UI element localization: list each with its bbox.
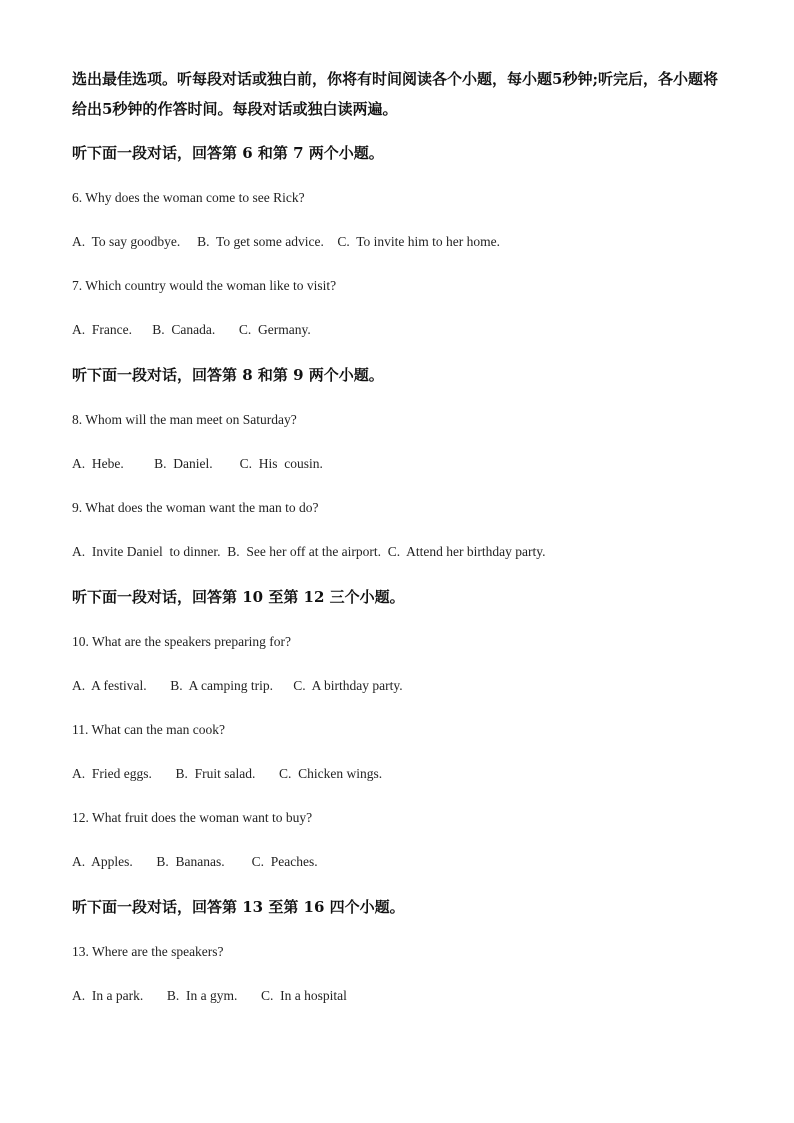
question-stem: 13. Where are the speakers? <box>72 944 224 959</box>
question-stem: 8. Whom will the man meet on Saturday? <box>72 412 297 427</box>
question-options: A. Apples. B. Bananas. C. Peaches. <box>72 854 318 869</box>
question-options: A. Fried eggs. B. Fruit salad. C. Chicken wings. <box>72 766 383 781</box>
section-heading: 听下面一段对话，回答第 13 至第 16 四个小题。 <box>72 898 405 916</box>
question-options: A. To say goodbye. B. To get some advice. C. To invite him to her home. <box>72 234 500 249</box>
question-options: A. In a park. B. In a gym. C. In a hospital <box>72 988 347 1003</box>
question-stem: 12. What fruit does the woman want to buy? <box>72 810 313 825</box>
question-stem: 6. Why does the woman come to see Rick? <box>72 190 305 205</box>
document-content <box>72 64 732 1006</box>
question-stem: 10. What are the speakers preparing for? <box>72 634 292 649</box>
question-options: A. France. B. Canada. C. Germany. <box>72 322 311 337</box>
section-heading: 听下面一段对话，回答第 6 和第 7 两个小题。 <box>72 144 384 162</box>
question-stem: 7. Which country would the woman like to visit? <box>72 278 337 293</box>
question-options: A. A festival. B. A camping trip. C. A birthday party. <box>72 678 403 693</box>
section-heading: 听下面一段对话，回答第 8 和第 9 两个小题。 <box>72 366 384 384</box>
question-options: A. Hebe. B. Daniel. C. His cousin. <box>72 456 323 471</box>
question-stem: 9. What does the woman want the man to do? <box>72 500 319 515</box>
section-heading: 听下面一段对话，回答第 10 至第 12 三个小题。 <box>72 588 405 606</box>
question-options: A. Invite Daniel to dinner. B. See her off at the airport. C. Attend her birthday party. <box>72 544 546 559</box>
instructions-paragraph: 选出最佳选项。听每段对话或独白前，你将有时间阅读各个小题，每小题5秒钟;听完后，各小题将给出5秒钟的作答时间。每段对话或独白读两遍。 <box>72 70 718 118</box>
question-stem: 11. What can the man cook? <box>72 722 225 737</box>
